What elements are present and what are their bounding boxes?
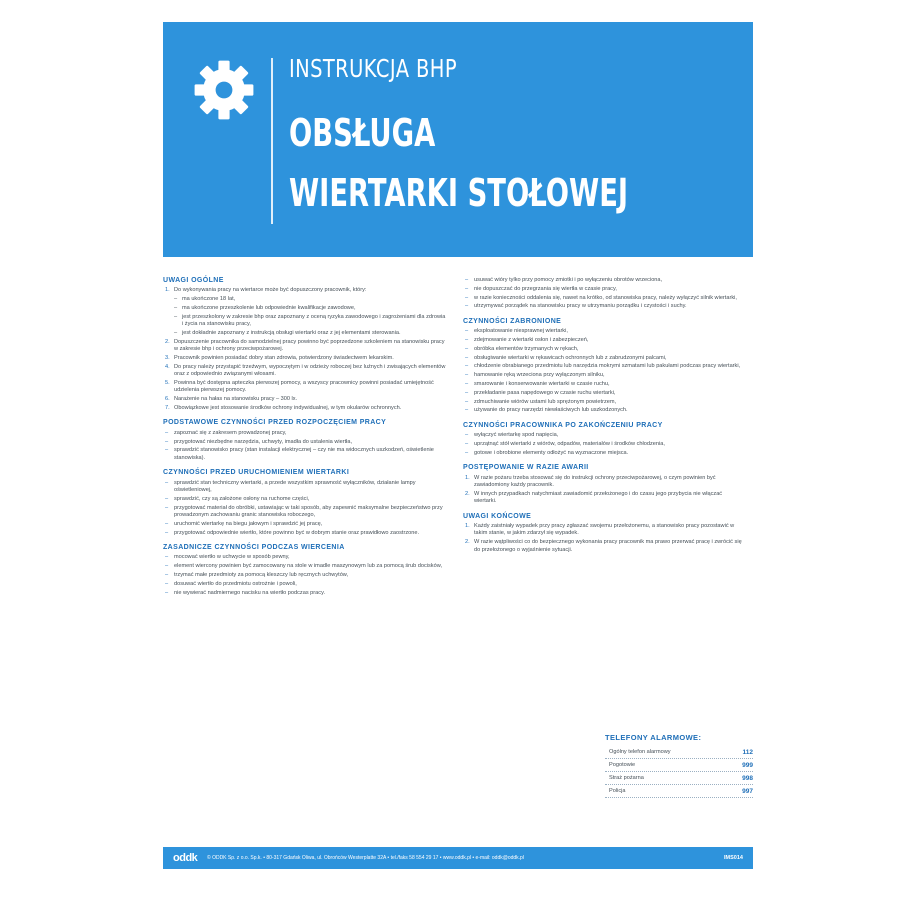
header-divider [271,58,273,224]
list-item: 7. Obowiązkowe jest stosowanie środków ochrony indywidualnej, w tym okularów ochronnych. [165,405,402,411]
list-item: – obsługiwanie wiertarki w rękawicach ochronnych lub z zabrudzonymi palcami, [465,354,667,361]
list-item: – dosuwać wiertło do przedmiotu ostrożnie i powoli, [165,580,297,587]
list-item: – gotowe i obrobione elementy odłożyć na wyznaczone miejsca. [465,449,629,456]
list-item: – używanie do pracy narzędzi niewłaściwych lub uszkodzonych. [465,407,628,414]
phone-row [605,772,753,785]
left-column [163,277,446,598]
header-text [289,54,760,217]
list-item: – wyłączyć wiertarkę spod napięcia, [465,432,559,439]
list-item: 4. Do pracy należy przystąpić trzeźwym, wypoczętym i w odzieży roboczej bez luźnych i zwisających elementów oraz z odpowiednio związanymi włosami. [165,363,446,378]
list-item: – usuwać wióry tylko przy pomocy zmiotki i po wyłączeniu obrotów wrzeciona, [465,277,663,283]
emergency-phones [605,733,753,798]
section-heading-drilling: ZASADNICZE CZYNNOŚCI PODCZAS WIERCENIA [163,544,345,552]
list-item: 2. W razie wątpliwości co do bezpiecznego wykonania pracy pracownik ma prawo przerwać pracę i zwrócić się do przełożonego o wyjaśnienie sytuacji. [465,539,742,553]
list-item: – mocować wiertło w uchwycie w sposób pewny, [165,554,290,561]
section-heading-final-notes: UWAGI KOŃCOWE [463,512,532,520]
bhp-sheet [163,22,753,876]
phone-row [605,785,753,798]
phone-label: Straż pożarna [609,775,644,781]
list-item: – obróbka elementów trzymanych w rękach, [465,345,579,352]
header-title-line2: WIERTARKI STOŁOWEJ [289,171,629,215]
list-item: 2. Dopuszczenie pracownika do samodzielnej pracy powinno być poprzedzone szkoleniem na stanowisku pracy w zakresie bhp i ochrony przeciwpożarowej. [165,338,445,353]
section-heading-before-start: PODSTAWOWE CZYNNOŚCI PRZED ROZPOCZĘCIEM PRACY [163,419,387,427]
section-heading-before-launch: CZYNNOŚCI PRZED URUCHOMIENIEM WIERTARKI [163,469,350,477]
list-item: 1. W razie pożaru trzeba stosować się do instrukcji ochrony przeciwpożarowej, o czym powinien być zawiadomiony każdy pracownik. [465,474,716,488]
list-item: – chłodzenie obrabianego przedmiotu lub narzędzia mokrymi szmatami lub pakułami podczas pracy wiertarki, [465,363,741,370]
list-item: – uruchomić wiertarkę na biegu jałowym i sprawdzić jej pracę, [165,520,323,527]
list-item: – zapoznać się z zakresem prowadzonej pracy, [165,429,287,436]
sub-list-item: – jest przeszkolony w zakresie bhp oraz zapoznany z oceną ryzyka zawodowego i zagrożeniami dla zdrowia i życia na stanowisku pracy, [174,313,446,328]
right-column [463,277,746,555]
list-item: – przygotować materiał do obróbki, ustawiając w taki sposób, aby zapewnić maksymalne bezpieczeństwo przy prowadzonym zachowaniu granic stanowiska roboczego, [165,504,443,519]
list-item: – nie dopuszczać do przegrzania się wiertła w czasie pracy, [465,285,617,292]
list-item: 1. Do wykonywania pracy na wiertarce może być dopuszczony pracownik, który: [165,287,367,294]
sub-list-item: – jest dokładnie zapoznany z instrukcją obsługi wiertarki oraz z jej elementami sterowania. [174,330,401,336]
header-title-line1: OBSŁUGA [289,111,436,155]
phones-heading: TELEFONY ALARMOWE: [605,733,702,742]
phone-label: Policja [609,788,626,794]
list-item: – utrzymywać porządek na stanowisku pracy w utrzymaniu porządku i czystości i suchy. [465,303,687,310]
item-number: 1. [165,287,170,294]
list-item: 1. Każdy zaistniały wypadek przy pracy zgłaszać swojemu przełożonemu, a stanowisko pracy pozostawić w takim stanie, w jakim zdarzył się wypadek. [465,523,735,537]
oddk-logo: oddk [173,852,198,864]
phone-row [605,759,753,772]
phone-number: 112 [742,749,753,756]
phone-label: Pogotowie [609,762,636,768]
list-item: – zdejmowanie z wiertarki osłon i zabezpieczeń, [465,337,589,343]
list-item: – uprzątnąć stół wiertarki z wiórów, odpadów, materiałów i środków chłodzenia, [465,440,665,447]
sub-list-item: – ma ukończone 18 lat, [174,296,236,303]
section-heading-forbidden: CZYNNOŚCI ZABRONIONE [463,317,562,325]
footer-code: IMS014 [724,855,743,861]
list-item: – sprawdzić stan techniczny wiertarki, a przede wszystkim sprawność wyłączników, działanie lampy oświetleniowej, [165,479,416,494]
list-item: – element wiercony powinien być zamocowany na stole w imadle maszynowym lub za pomocą śrub docisków, [165,563,442,570]
list-item: – zdmuchiwanie wiórów ustami lub sprężonym powietrzem, [465,398,617,405]
section-heading-general: UWAGI OGÓLNE [163,277,224,284]
list-item: – eksploatowanie niesprawnej wiertarki, [465,328,568,335]
section-heading-emergency: POSTĘPOWANIE W RAZIE AWARII [463,464,589,472]
header-banner [163,22,753,257]
header-kicker: INSTRUKCJA BHP [289,54,457,83]
sub-list-item: – ma ukończone przeszkolenie lub odpowiednie kwalifikacje zawodowe, [174,305,356,311]
phone-label: Ogólny telefon alarmowy [609,749,671,755]
list-item: – trzymać małe przedmioty za pomocą kleszczy lub ręcznych uchwytów, [165,572,349,579]
phone-row [605,746,753,759]
list-item: 6. Narażenie na hałas na stanowisku pracy – 300 lx. [165,396,298,403]
phone-number: 998 [742,775,753,782]
footer-contact: © ODDK Sp. z o.o. Sp.k. • 80-317 Gdańsk Oliwa, ul. Obrońców Westerplatte 32A • tel./faks 58 554 29 17 • www.oddk.pl • e-mail: oddk@oddk.pl [207,855,524,861]
list-item: – sprawdzić, czy są założone osłony na ruchome części, [165,495,310,502]
list-item: 2. W innych przypadkach natychmiast zawiadomić przełożonego i do czasu jego przybycia nie włączać wiertarki. [465,490,723,505]
list-item: – przygotować odpowiednie wiertło, które powinno być w dobrym stanie oraz prawidłowo zaostrzone. [165,529,420,536]
list-item: 5. Powinna być dostępna apteczka pierwszej pomocy, a wszyscy pracownicy powinni posiadać umiejętność udzielenia pierwszej pomocy. [165,380,434,394]
section-heading-after-work: CZYNNOŚCI PRACOWNIKA PO ZAKOŃCZENIU PRACY [463,421,663,429]
footer-bar [163,847,753,869]
list-item: – przygotować niezbędne narzędzia, uchwyty, imadła do ustalenia wiertła, [165,438,353,445]
list-item: – w razie konieczności oddalenia się, nawet na krótko, od stanowiska pracy, należy wyłączyć silnik wiertarki, [465,294,737,301]
list-item: – przekładanie pasa napędowego w czasie ruchu wiertarki, [465,389,616,396]
list-item: – hamowanie ręką wrzeciona przy wyłączonym silniku, [465,372,605,379]
list-item: – sprawdzić stanowisko pracy (stan instalacji elektrycznej – czy nie ma widocznych uszkodzeń, oświetlenie stanowiska). [165,447,434,461]
phone-number: 997 [742,788,753,795]
gear-icon [189,55,259,125]
list-item: – smarowanie i konserwowanie wiertarki w czasie ruchu, [465,380,610,387]
phone-number: 999 [742,762,753,769]
list-item: – nie wywierać nadmiernego nacisku na wiertło podczas pracy. [165,589,326,596]
list-item: 3. Pracownik powinien posiadać dobry stan zdrowia, potwierdzony świadectwem lekarskim. [165,355,394,361]
